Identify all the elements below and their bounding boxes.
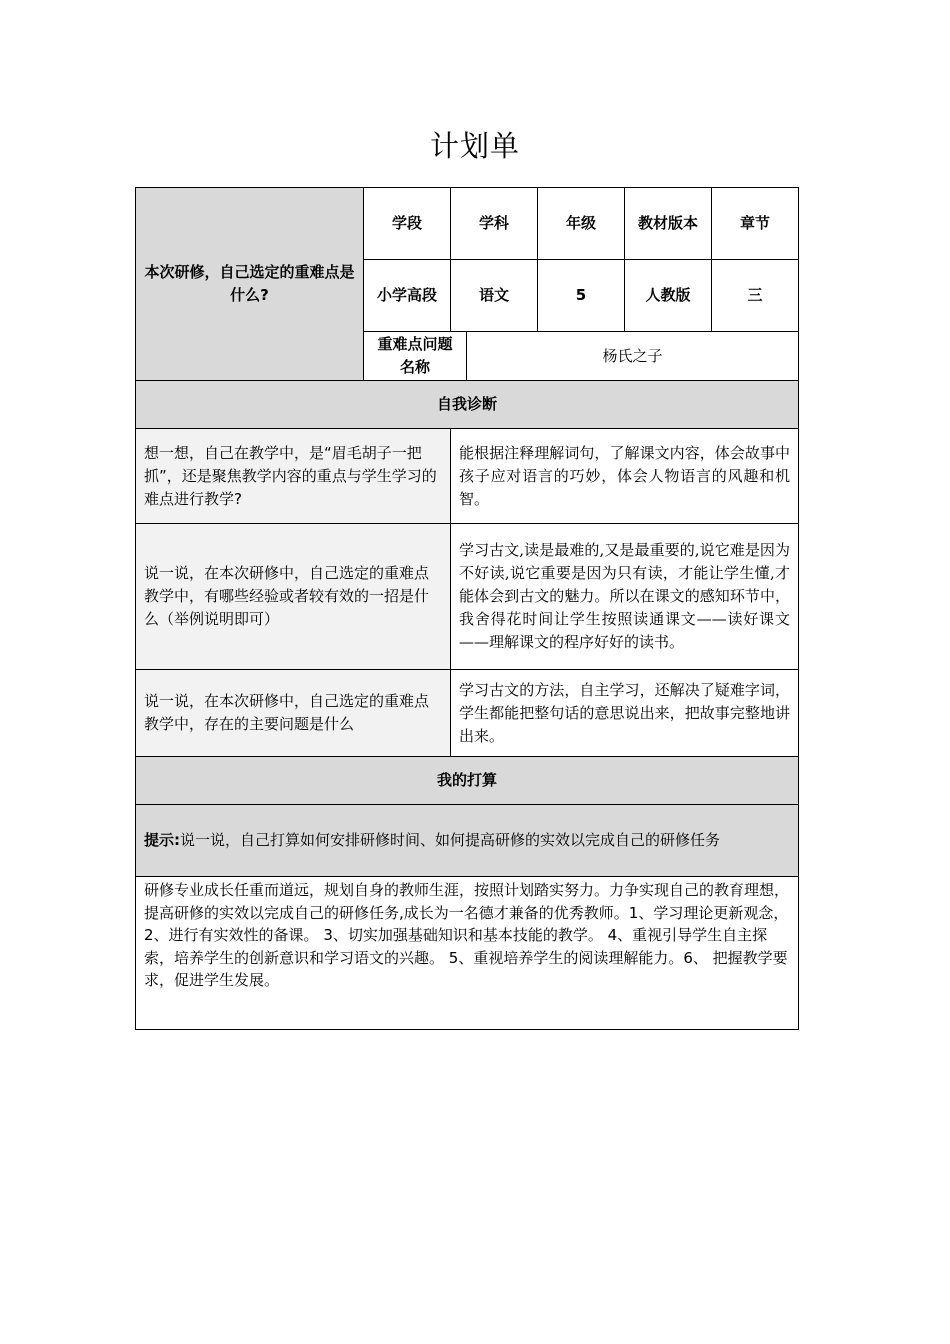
value-grade: 5 bbox=[538, 260, 625, 332]
diagnosis-answer-3: 学习古文的方法，自主学习，还解决了疑难字词，学生都能把整句话的意思说出来，把故事完整地讲出来。 bbox=[451, 670, 799, 757]
plan-hint bbox=[136, 805, 799, 877]
plan-table bbox=[135, 187, 799, 1030]
plan-heading: 我的打算 bbox=[136, 757, 799, 805]
value-edition: 人教版 bbox=[625, 260, 712, 332]
header-subject: 学科 bbox=[451, 188, 538, 260]
diagnosis-question-2: 说一说，在本次研修中，自己选定的重难点教学中，有哪些经验或者较有效的一招是什么（举例说明即可） bbox=[136, 524, 451, 670]
diagnosis-question-1: 想一想，自己在教学中，是“眉毛胡子一把抓”，还是聚焦教学内容的重点与学生学习的难点进行教学? bbox=[136, 429, 451, 524]
diagnosis-heading: 自我诊断 bbox=[136, 381, 799, 429]
problem-label: 重难点问题名称 bbox=[364, 332, 467, 381]
plan-hint-label: 提示: bbox=[144, 831, 180, 849]
page-title: 计划单 bbox=[429, 129, 520, 163]
value-chapter: 三 bbox=[712, 260, 799, 332]
focus-question: 本次研修，自己选定的重难点是什么? bbox=[144, 263, 355, 304]
plan-hint-text: 说一说，自己打算如何安排研修时间、如何提高研修的实效以完成自己的研修任务 bbox=[180, 831, 721, 849]
header-chapter: 章节 bbox=[712, 188, 799, 260]
diagnosis-question-3: 说一说，在本次研修中，自己选定的重难点教学中，存在的主要问题是什么 bbox=[136, 670, 451, 757]
diagnosis-answer-2: 学习古文,读是最难的,又是最重要的,说它难是因为不好读,说它重要是因为只有读，才能让学生懂,才能体会到古文的魅力。所以在课文的感知环节中，我舍得花时间让学生按照读通课文——读好课文——理解课文的程序好好的读书。 bbox=[451, 524, 799, 670]
diagnosis-answer-1: 能根据注释理解词句，了解课文内容，体会故事中孩子应对语言的巧妙，体会人物语言的风趣和机智。 bbox=[451, 429, 799, 524]
problem-value: 杨氏之子 bbox=[467, 332, 799, 381]
value-subject: 语文 bbox=[451, 260, 538, 332]
value-stage: 小学高段 bbox=[364, 260, 451, 332]
header-edition: 教材版本 bbox=[625, 188, 712, 260]
header-grade: 年级 bbox=[538, 188, 625, 260]
header-stage: 学段 bbox=[364, 188, 451, 260]
focus-question-cell bbox=[136, 188, 364, 381]
plan-content: 研修专业成长任重而道远，规划自身的教师生涯，按照计划踏实努力。力争实现自己的教育理想，提高研修的实效以完成自己的研修任务,成长为一名德才兼备的优秀教师。1、学习理论更新观念， 2、进行有实效性的备课。 3、切实加强基础知识和基本技能的教学。 4、重视引导学生自主探索，培养学生的创新意识和学习语文的兴趣。 5、重视培养学生的阅读理解能力。6、 把握教学要求，促进学生发展。 bbox=[136, 877, 799, 1030]
